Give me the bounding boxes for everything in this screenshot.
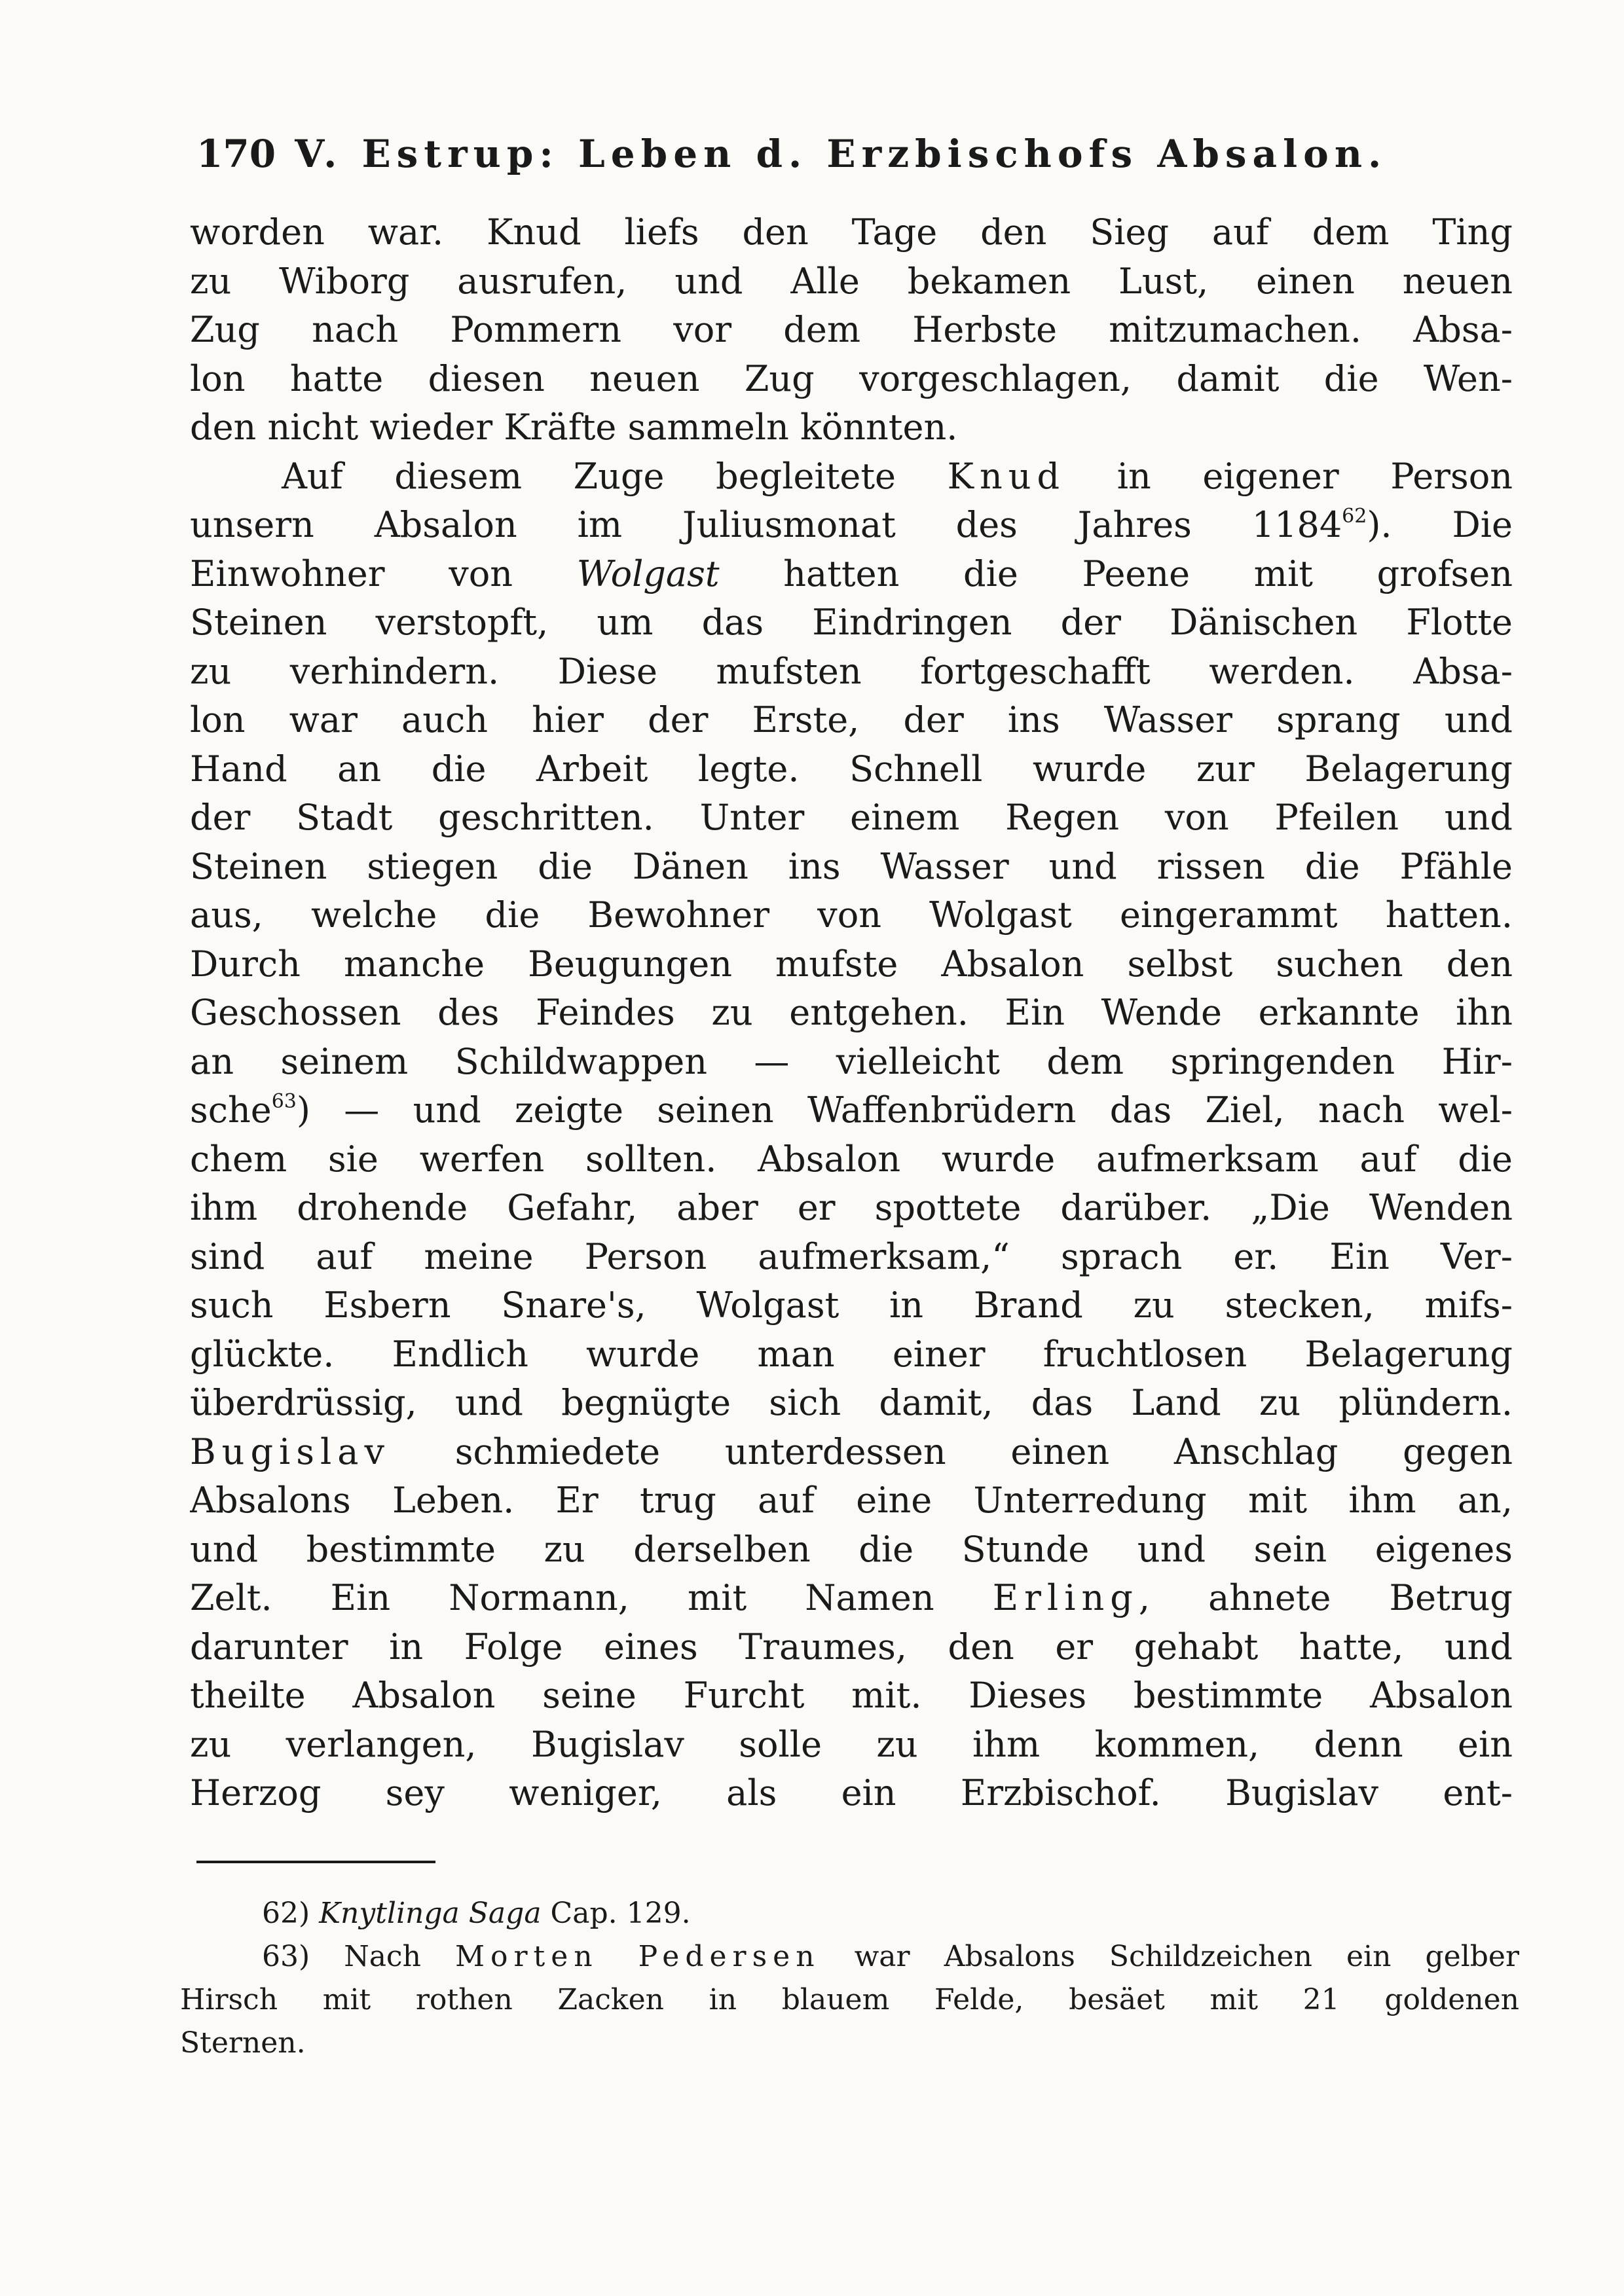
italic-place-name: Wolgast bbox=[576, 553, 720, 594]
text-line: zu verhindern. Diese mufsten fortgeschafft werden. Absa- bbox=[190, 650, 1513, 692]
text-line: Geschossen des Feindes zu entgehen. Ein Wende erkannte ihn bbox=[190, 992, 1513, 1033]
text-span: unsern Absalon im Juliusmonat des Jahres 1184 bbox=[190, 504, 1342, 545]
text-line: Herzog sey weniger, als ein Erzbischof. Bugislav ent- bbox=[190, 1772, 1513, 1813]
footnote-63 bbox=[180, 1935, 1519, 1978]
text-line: ihm drohende Gefahr, aber er spottete darüber. „Die Wenden bbox=[190, 1187, 1513, 1228]
text-line: Hand an die Arbeit legte. Schnell wurde zur Belagerung bbox=[190, 748, 1513, 790]
running-header bbox=[196, 124, 1486, 183]
text-span: Zelt. Ein Normann, mit Namen bbox=[190, 1577, 934, 1618]
text-line bbox=[190, 452, 1513, 501]
text-span: in eigener Person bbox=[1116, 455, 1513, 497]
text-line: lon war auch hier der Erste, der ins Wasser sprang und bbox=[190, 699, 1513, 740]
footnote-number: 62) bbox=[262, 1897, 310, 1930]
spaced-name-erling: Erling bbox=[992, 1577, 1139, 1618]
page-number: 170 bbox=[196, 132, 276, 176]
spaced-name-bugislav: Bugislav bbox=[190, 1430, 390, 1472]
text-line bbox=[190, 501, 1513, 550]
footnote-ref-63: 63 bbox=[271, 1090, 297, 1113]
footnote-63-end: Sternen. bbox=[180, 2026, 306, 2060]
text-line: zu Wiborg ausrufen, und Alle bekamen Lust, einen neuen bbox=[190, 260, 1513, 302]
text-line: darunter in Folge eines Traumes, den er gehabt hatte, und bbox=[190, 1626, 1513, 1667]
footnote-text: war Absalons Schildzeichen ein gelber bbox=[854, 1940, 1519, 1973]
text-line: an seinem Schildwappen — vielleicht dem springenden Hir- bbox=[190, 1040, 1513, 1082]
text-span: ) — und zeigte seinen Waffenbrüdern das Ziel, nach wel- bbox=[296, 1089, 1513, 1131]
text-span: Auf diesem Zuge begleitete bbox=[282, 455, 896, 497]
text-line: lon hatte diesen neuen Zug vorgeschlagen, damit die Wen- bbox=[190, 357, 1513, 399]
text-line: sind auf meine Person aufmerksam,“ sprach er. Ein Ver- bbox=[190, 1235, 1513, 1277]
main-text bbox=[190, 208, 1513, 1818]
text-span: hatten die Peene mit grofsen bbox=[783, 553, 1513, 594]
text-line: glückte. Endlich wurde man einer fruchtlosen Belagerung bbox=[190, 1333, 1513, 1375]
text-line bbox=[190, 550, 1513, 599]
text-line: Steinen verstopft, um das Eindringen der Dänischen Flotte bbox=[190, 602, 1513, 643]
footnote-separator bbox=[196, 1861, 435, 1863]
footnote-number: 63) Nach bbox=[262, 1940, 421, 1973]
text-span: , ahnete Betrug bbox=[1138, 1577, 1513, 1618]
text-line: Durch manche Beugungen mufste Absalon selbst suchen den bbox=[190, 943, 1513, 985]
footnote-62 bbox=[180, 1892, 1519, 1935]
text-line bbox=[190, 1428, 1513, 1477]
text-line bbox=[190, 1086, 1513, 1135]
text-span: ). Die bbox=[1367, 504, 1513, 545]
text-span: Einwohner von bbox=[190, 553, 513, 594]
footnote-ref: Cap. 129. bbox=[550, 1897, 691, 1930]
text-line: chem sie werfen sollten. Absalon wurde aufmerksam auf die bbox=[190, 1138, 1513, 1180]
text-line: zu verlangen, Bugislav solle zu ihm kommen, denn ein bbox=[190, 1723, 1513, 1765]
text-line: worden war. Knud liefs den Tage den Sieg auf dem Ting bbox=[190, 211, 1513, 253]
footnotes bbox=[180, 1892, 1519, 2065]
text-line: überdrüssig, und begnügte sich damit, das Land zu plündern. bbox=[190, 1382, 1513, 1423]
text-line: den nicht wieder Kräfte sammeln könnten. bbox=[190, 407, 958, 448]
spaced-name-knud: Knud bbox=[947, 455, 1066, 497]
text-line: und bestimmte zu derselben die Stunde und sein eigenes bbox=[190, 1528, 1513, 1570]
footnote-ref-62: 62 bbox=[1342, 505, 1367, 528]
text-span: sche bbox=[190, 1089, 272, 1131]
text-line bbox=[190, 1574, 1513, 1623]
text-line: Steinen stiegen die Dänen ins Wasser und rissen die Pfähle bbox=[190, 845, 1513, 887]
text-line: Absalons Leben. Er trug auf eine Unterredung mit ihm an, bbox=[190, 1480, 1513, 1521]
text-line: der Stadt geschritten. Unter einem Regen von Pfeilen und bbox=[190, 797, 1513, 838]
text-line: theilte Absalon seine Furcht mit. Dieses bestimmte Absalon bbox=[190, 1675, 1513, 1716]
running-title: V. Estrup: Leben d. Erzbischofs Absalon. bbox=[295, 132, 1388, 176]
text-span: schmiedete unterdessen einen Anschlag gegen bbox=[454, 1430, 1513, 1472]
footnote-63-cont: Hirsch mit rothen Zacken in blauem Felde, besäet mit 21 goldenen bbox=[180, 1983, 1519, 2016]
footnote-author: Morten Pedersen bbox=[454, 1940, 821, 1973]
text-line: such Esbern Snare's, Wolgast in Brand zu stecken, mifs- bbox=[190, 1285, 1513, 1326]
text-line: aus, welche die Bewohner von Wolgast eingerammt hatten. bbox=[190, 894, 1513, 936]
text-line: Zug nach Pommern vor dem Herbste mitzumachen. Absa- bbox=[190, 309, 1513, 350]
footnote-source: Knytlinga Saga bbox=[319, 1897, 542, 1930]
